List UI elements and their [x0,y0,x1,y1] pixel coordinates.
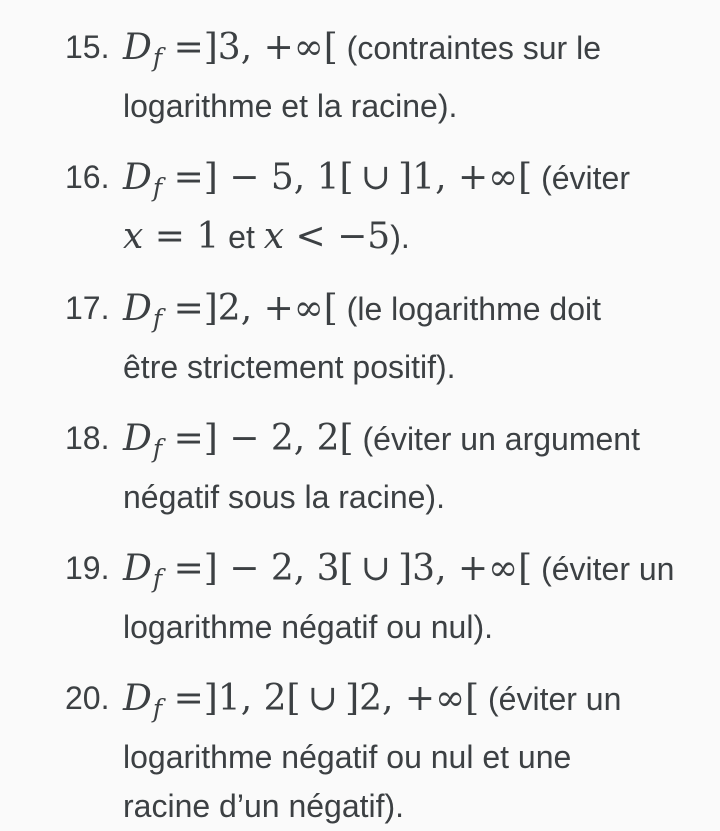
math-interval: =]3, +∞[ [162,27,338,68]
math-variable: x [263,216,285,257]
list-item [65,674,700,831]
text-run: (contraintes sur le [337,30,601,66]
math-subscript: f [152,434,163,463]
text-run: (éviter un [532,551,675,587]
list-item [65,153,700,262]
list-item [65,414,700,522]
math-interval: =] − 5, 1[ ∪ ]1, +∞[ [162,157,533,198]
math-subscript: f [152,173,163,202]
math-variable: x [123,216,144,257]
text-run: logarithme négatif ou nul). [123,609,493,645]
text-run: (le logarithme doit [337,291,602,327]
item-content [123,674,700,831]
item-line [123,414,700,473]
text-run: (éviter un argument [353,421,640,457]
text-run: (éviter un [479,681,622,717]
math-inequality: < −5 [284,216,391,257]
math-interval: =] − 2, 3[ ∪ ]3, +∞[ [162,548,533,589]
text-run: être strictement positif). [123,349,456,385]
item-content [123,153,700,262]
math-variable: D [123,548,152,589]
item-number: 19. [65,550,110,586]
item-content [123,23,700,131]
item-line [123,473,700,522]
item-line [123,603,700,652]
item-line [123,782,700,831]
item-number: 16. [65,159,110,195]
item-content [123,284,700,392]
math-interval: =] − 2, 2[ [162,418,354,459]
item-number: 15. [65,29,110,65]
item-line [123,153,700,212]
text-run: et [219,219,264,255]
text-run: racine d’un négatif). [123,788,405,824]
item-line [123,82,700,131]
item-content [123,414,700,522]
math-subscript: f [152,564,163,593]
text-run: (éviter [532,160,630,196]
item-line [123,544,700,603]
item-line [123,212,700,262]
math-variable: D [123,27,152,68]
item-number: 20. [65,680,110,716]
item-line [123,284,700,343]
item-line [123,343,700,392]
item-line [123,674,700,733]
item-number: 18. [65,420,110,456]
text-run: logarithme et la racine). [123,88,458,124]
math-variable: D [123,157,152,198]
text-run: ). [390,219,410,255]
math-subscript: f [152,43,163,72]
list-item [65,23,700,131]
math-equation: = 1 [143,216,220,257]
math-interval: =]1, 2[ ∪ ]2, +∞[ [162,678,480,719]
list-item [65,284,700,392]
math-interval: =]2, +∞[ [162,288,338,329]
list-item [65,544,700,652]
item-content [123,544,700,652]
item-number: 17. [65,290,110,326]
item-line [123,733,700,782]
math-variable: D [123,678,152,719]
math-subscript: f [152,694,163,723]
text-run: logarithme négatif ou nul et une [123,739,572,775]
text-run: négatif sous la racine). [123,479,445,515]
math-variable: D [123,418,152,459]
math-subscript: f [152,304,163,333]
item-line [123,23,700,82]
math-variable: D [123,288,152,329]
